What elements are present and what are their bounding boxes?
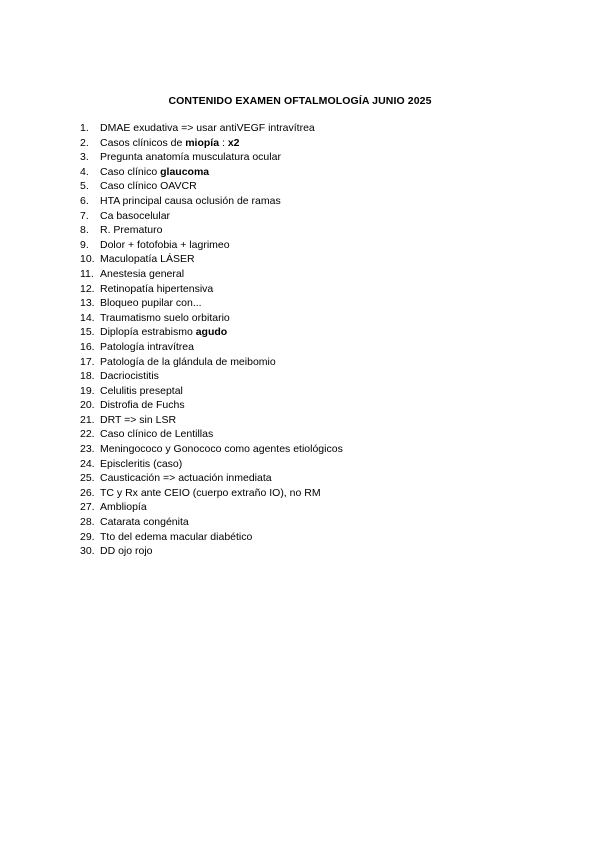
text-segment: Distrofia de Fuchs (100, 399, 185, 412)
text-segment: Ambliopía (100, 501, 147, 514)
list-item-text (100, 282, 213, 297)
list-item-text (100, 325, 227, 340)
list-item (80, 150, 343, 165)
text-segment: Bloqueo pupilar con... (100, 297, 202, 310)
bold-text: miopía (185, 136, 220, 149)
list-item (80, 311, 343, 326)
list-item (80, 457, 343, 472)
list-item-number: 15. (80, 326, 95, 339)
text-segment: Dolor + fotofobia + lagrimeo (100, 238, 230, 251)
list-item (80, 238, 343, 253)
list-item (80, 544, 343, 559)
document-title: CONTENIDO EXAMEN OFTALMOLOGÍA JUNIO 2025 (168, 95, 432, 107)
list-item-number: 3. (80, 151, 89, 164)
list-item-number: 23. (80, 443, 95, 456)
list-item-text (100, 194, 281, 209)
list-item-number: 4. (80, 165, 89, 178)
list-item (80, 515, 343, 530)
list-item-number: 7. (80, 209, 89, 222)
list-item-number: 28. (80, 516, 95, 529)
list-item (80, 442, 343, 457)
list-item (80, 398, 343, 413)
text-segment: DRT => sin LSR (100, 413, 177, 426)
list-item-number: 17. (80, 355, 95, 368)
list-item-number: 12. (80, 282, 95, 295)
list-item-text (100, 150, 281, 165)
list-item (80, 384, 343, 399)
text-segment: Ca basocelular (100, 209, 171, 222)
list-item-text (100, 457, 182, 472)
list-item (80, 486, 343, 501)
text-segment: Casos clínicos de (100, 136, 186, 149)
list-item-number: 10. (80, 253, 95, 266)
list-item (80, 355, 343, 370)
list-item (80, 500, 343, 515)
list-item-number: 8. (80, 224, 89, 237)
list-item-text (100, 179, 197, 194)
list-item-text (100, 238, 230, 253)
list-item-text (100, 398, 185, 413)
text-segment: Caso clínico OAVCR (100, 180, 197, 193)
list-item-number: 26. (80, 486, 95, 499)
text-segment: Maculopatía LÁSER (100, 253, 195, 266)
text-segment: Tto del edema macular diabético (100, 530, 253, 543)
list-item-number: 11. (80, 267, 94, 280)
text-segment: DMAE exudativa => usar antiVEGF intravítrea (100, 122, 315, 134)
text-segment: Anestesia general (100, 267, 185, 280)
text-segment: TC y Rx ante CEIO (cuerpo extraño IO), no RM (100, 486, 321, 499)
text-segment: Meningococo y Gonococo como agentes etiológicos (100, 443, 343, 456)
list-item-number: 16. (80, 340, 95, 353)
text-segment: Pregunta anatomía musculatura ocular (100, 151, 281, 164)
list-item (80, 252, 343, 267)
text-segment: Causticación => actuación inmediata (100, 472, 272, 485)
list-item (80, 471, 343, 486)
bold-text: glaucoma (160, 165, 210, 178)
list-item-text (100, 427, 213, 442)
list-item-text (100, 209, 170, 224)
list-item-text (100, 252, 195, 267)
list-item-text (100, 136, 240, 151)
list-item (80, 427, 343, 442)
list-item-text (100, 369, 159, 384)
text-segment: Traumatismo suelo orbitario (100, 311, 230, 324)
list-item-number: 1. (80, 122, 89, 134)
text-segment: : (219, 136, 228, 149)
list-item-number: 14. (80, 311, 95, 324)
list-item (80, 209, 343, 224)
list-item (80, 267, 343, 282)
bold-text: agudo (195, 326, 228, 339)
list-item (80, 413, 343, 428)
list-item-number: 2. (80, 136, 89, 149)
list-item (80, 530, 343, 545)
bold-text: x2 (227, 136, 240, 149)
list-item-number: 29. (80, 530, 95, 543)
list-item-text (100, 515, 189, 530)
list-item (80, 194, 343, 209)
list-item-text (100, 384, 183, 399)
list-item-number: 24. (80, 457, 95, 470)
list-item (80, 340, 343, 355)
list-item-text (100, 121, 315, 136)
list-item-text (100, 340, 194, 355)
list-item-number: 20. (80, 399, 95, 412)
list-item-number: 9. (80, 238, 89, 251)
text-segment: Episcleritis (caso) (100, 457, 183, 470)
text-segment: Patología de la glándula de meibomio (100, 355, 276, 368)
list-item-text (100, 311, 230, 326)
text-segment: Catarata congénita (100, 516, 189, 529)
text-segment: Caso clínico de Lentillas (100, 428, 214, 441)
text-segment: Patología intravítrea (100, 340, 194, 353)
list-item-number: 13. (80, 297, 95, 310)
list-item-number: 21. (80, 413, 95, 426)
list-item-text (100, 530, 252, 545)
list-item-text (100, 223, 162, 238)
list-item-text (100, 296, 202, 311)
text-segment: Dacriocistitis (100, 370, 159, 383)
list-item-number: 30. (80, 545, 95, 558)
list-item-number: 18. (80, 370, 95, 383)
list-item (80, 179, 343, 194)
list-item (80, 121, 343, 136)
list-item-text (100, 471, 272, 486)
text-segment: Caso clínico (100, 165, 161, 178)
exam-topics-list (80, 121, 343, 559)
text-segment: DD ojo rojo (100, 545, 153, 558)
list-item (80, 282, 343, 297)
list-item (80, 369, 343, 384)
list-item-text (100, 500, 147, 515)
list-item (80, 223, 343, 238)
list-item-number: 25. (80, 472, 95, 485)
list-item-text (100, 544, 153, 559)
text-segment: Diplopía estrabismo (100, 326, 196, 339)
list-item-text (100, 413, 176, 428)
list-item (80, 296, 343, 311)
list-item-number: 19. (80, 384, 95, 397)
text-segment: Retinopatía hipertensiva (100, 282, 214, 295)
list-item (80, 136, 343, 151)
list-item-number: 22. (80, 428, 95, 441)
text-segment: R. Prematuro (100, 224, 163, 237)
text-segment: Celulitis preseptal (100, 384, 183, 397)
list-item-text (100, 442, 343, 457)
text-segment: HTA principal causa oclusión de ramas (100, 194, 281, 207)
list-item-text (100, 355, 276, 370)
list-item-text (100, 267, 184, 282)
list-item-text (100, 165, 209, 180)
list-item (80, 325, 343, 340)
list-item (80, 165, 343, 180)
list-item-number: 27. (80, 501, 95, 514)
list-item-number: 6. (80, 194, 89, 207)
list-item-number: 5. (80, 180, 89, 193)
list-item-text (100, 486, 321, 501)
